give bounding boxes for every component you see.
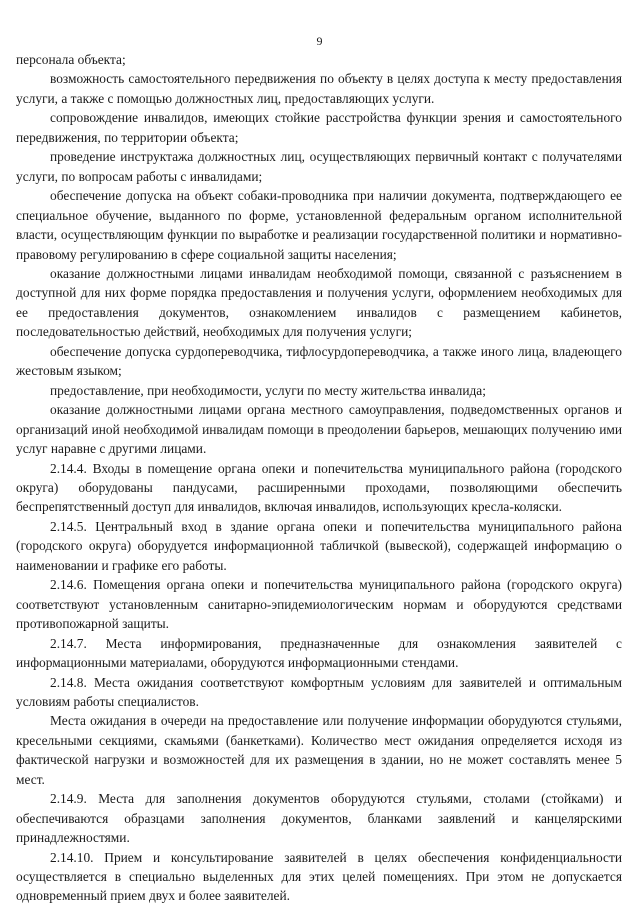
paragraph: оказание должностными лицами органа местного самоуправления, подведомственных органов и организаций иной необходимой инвалидам помощи в преодолении барьеров, мешающих получению ими услуг наравне с другими лицами. xyxy=(16,402,622,457)
page-number: 9 xyxy=(316,34,323,48)
paragraph: 2.14.4. Входы в помещение органа опеки и попечительства муниципального района (городского округа) оборудованы пандусами, расширенными проходами, позволяющими обеспечить беспрепятственный доступ для инвалидов, включая инвалидов, использующих кресла-коляски. xyxy=(16,460,622,515)
paragraph: 2.14.8. Места ожидания соответствуют комфортным условиям для заявителей и оптимальным условиям работы специалистов. xyxy=(16,674,622,709)
paragraph: предоставление, при необходимости, услуги по месту жительства инвалида; xyxy=(50,382,486,398)
document-body xyxy=(16,50,622,906)
paragraph: 2.14.6. Помещения органа опеки и попечительства муниципального района (городского округа) соответствуют установленным санитарно-эпидемиологическим нормам и оборудуются средствами противопожарной защиты. xyxy=(16,577,622,632)
paragraph: Места ожидания в очереди на предоставление или получение информации оборудуются стульями, кресельными секциями, скамьями (банкетками). Количество мест ожидания определяется исходя из фактической нагрузки и возможностей для их размещения в здании, но не может составлять менее 5 мест. xyxy=(16,713,622,787)
paragraph: обеспечение допуска на объект собаки-проводника при наличии документа, подтверждающего ее специальное обучение, выданного по форме, установленной федеральным органом исполнительной власти, осуществляющим функции по выработке и реализации государственной политики и нормативно-правовому регулированию в сфере социальной защиты населения; xyxy=(16,188,622,262)
paragraph: 2.14.5. Центральный вход в здание органа опеки и попечительства муниципального района (городского округа) оборудуется информационной табличкой (вывеской), содержащей информацию о наименовании и графике его работы. xyxy=(16,518,622,573)
paragraph: персонала объекта; xyxy=(16,52,126,67)
paragraph: обеспечение допуска сурдопереводчика, тифлосурдопереводчика, а также иного лица, владеющего жестовым языком; xyxy=(16,343,622,379)
paragraph: 2.14.7. Места информирования, предназначенные для ознакомления заявителей с информационными материалами, оборудуются информационными стендами. xyxy=(16,635,622,671)
paragraph: проведение инструктажа должностных лиц, осуществляющих первичный контакт с получателями услуги, по вопросам работы с инвалидами; xyxy=(16,149,622,184)
paragraph: сопровождение инвалидов, имеющих стойкие расстройства функции зрения и самостоятельного передвижения, по территории объекта; xyxy=(16,110,622,145)
paragraph: возможность самостоятельного передвижения по объекту в целях доступа к месту предоставления услуги, а также с помощью должностных лиц, предоставляющих услуги. xyxy=(16,71,622,106)
paragraph: 2.14.9. Места для заполнения документов оборудуются стульями, столами (стойками) и обеспечиваются образцами заполнения документов, бланками заявлений и канцелярскими принадлежностями. xyxy=(16,791,622,846)
paragraph: оказание должностными лицами инвалидам необходимой помощи, связанной с разъяснением в доступной для них форме порядка предоставления и получения услуги, оформлением необходимых для ее предоставления документов, ознакомлением инвалидов с размещением кабинетов, последовательностью действий, необходимых для получения услуги; xyxy=(16,265,622,340)
paragraph: 2.14.10. Прием и консультирование заявителей в целях обеспечения конфиденциальности осуществляется в специально выделенных для этих целей помещениях. При этом не допускается одновременный прием двух и более заявителей. xyxy=(16,849,622,904)
